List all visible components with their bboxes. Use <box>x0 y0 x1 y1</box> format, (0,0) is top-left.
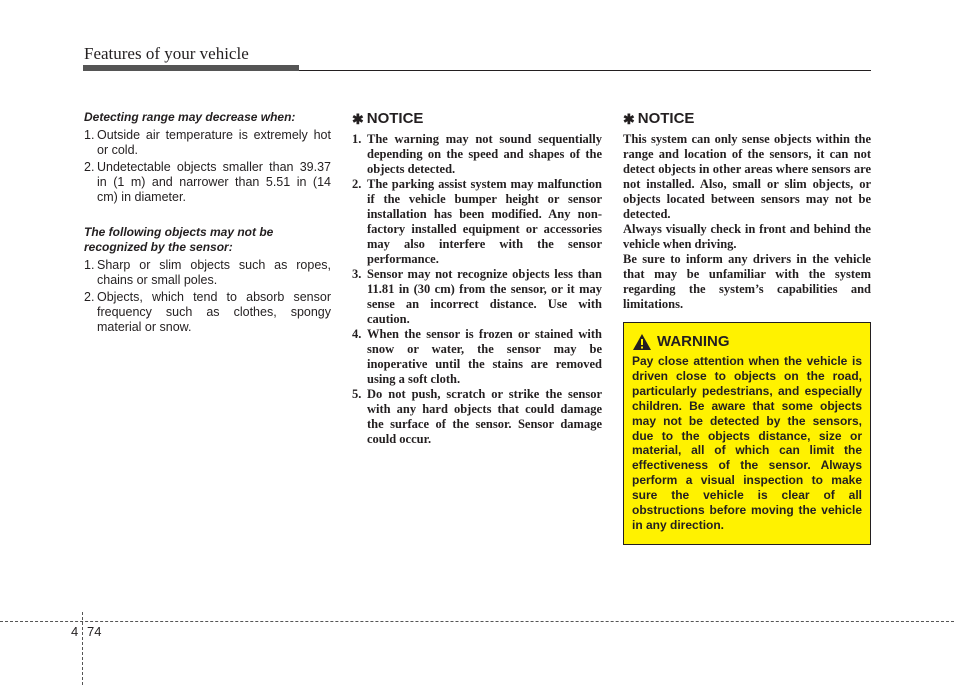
list-item <box>352 267 602 327</box>
list-item-text: Sharp or slim objects such as ropes, chains or small poles. <box>97 258 331 287</box>
list-item <box>84 160 331 205</box>
notice-paragraph: This system can only sense objects within the range and location of the sensors, it can not detect objects in other areas where sensors are not installed. Also, small or slim objects, or objects located between sensors may not be detected. <box>623 132 871 221</box>
right-notice-column <box>623 110 871 312</box>
warning-title: WARNING <box>657 333 730 350</box>
unrecognized-objects-list <box>84 258 331 335</box>
list-item <box>84 128 331 158</box>
list-item <box>84 290 331 335</box>
list-item-text: Outside air temperature is extremely hot or cold. <box>97 128 331 157</box>
warning-triangle-icon <box>632 333 652 351</box>
list-item <box>84 258 331 288</box>
header-accent-bar <box>83 65 299 71</box>
warning-text: Pay close attention when the vehicle is driven close to objects on the road, particularly pedestrians, and especially children. Be aware that some objects may not be detected by the sensors, due to the objects distance, size or material, all of which can limit the effectiveness of the sensor. Always perform a visual inspection to make sure the vehicle is clear of all obstructions before moving the vehicle in any direction. <box>632 354 862 532</box>
list-item-text: Undetectable objects smaller than 39.37 in (1 m) and narrower than 5.51 in (14 cm) in diameter. <box>97 160 331 204</box>
list-item-text: The parking assist system may malfunction if the vehicle bumper height or sensor installation has been modified. Any non-factory installed equipment or accessories may also interfere with the sensor performance. <box>367 177 602 266</box>
list-item-number: 3. <box>352 267 362 281</box>
notice-paragraph: Always visually check in front and behind the vehicle when driving. <box>623 222 871 251</box>
page-number: 74 <box>87 624 102 639</box>
list-item-number: 1. <box>84 128 95 142</box>
middle-notice-column <box>352 110 602 447</box>
footer-divider <box>82 612 83 685</box>
list-item-number: 5. <box>352 387 362 401</box>
page-section-title: Features of your vehicle <box>84 44 249 63</box>
list-item-text: The warning may not sound sequentially depending on the speed and shapes of the objects detected. <box>367 132 602 176</box>
list-item <box>352 327 602 387</box>
warning-box <box>623 322 871 545</box>
warning-heading <box>632 333 862 351</box>
list-item-number: 1. <box>84 258 95 272</box>
detecting-range-list <box>84 128 331 205</box>
notice-title: NOTICE <box>366 110 424 127</box>
header-rule <box>299 70 871 71</box>
list-item-text: Sensor may not recognize objects less than 11.81 in (30 cm) from the sensor, or it may sense an incorrect distance. Use with caution. <box>367 267 602 326</box>
list-item <box>352 177 602 267</box>
list-item-text: When the sensor is frozen or stained with snow or water, the sensor may be inoperative until the stains are removed using a soft cloth. <box>367 327 602 386</box>
notice-title: NOTICE <box>637 110 695 127</box>
list-item-number: 2. <box>352 177 362 191</box>
notice-star-icon: ✱ <box>623 111 635 127</box>
notice-heading <box>352 110 602 128</box>
list-item-text: Objects, which tend to absorb sensor frequency such as clothes, spongy material or snow. <box>97 290 331 334</box>
detecting-range-heading: Detecting range may decrease when: <box>84 110 296 124</box>
list-item-number: 2. <box>84 290 95 304</box>
notice-paragraph: Be sure to inform any drivers in the vehicle that may be unfamiliar with the system regarding the system’s capabilities and limitations. <box>623 252 871 311</box>
unrecognized-objects-heading: The following objects may not be recognized by the sensor: <box>84 225 274 254</box>
list-item-number: 4. <box>352 327 362 341</box>
footer-rule <box>0 621 954 622</box>
chapter-number: 4 <box>71 624 79 639</box>
list-item-number: 2. <box>84 160 95 174</box>
notice-heading <box>623 110 871 128</box>
list-item-number: 1. <box>352 132 362 146</box>
notice-list <box>352 132 602 447</box>
list-item <box>352 132 602 177</box>
list-item-text: Do not push, scratch or strike the sensor with any hard objects that could damage the surface of the sensor. Sensor damage could occur. <box>367 387 602 446</box>
notice-star-icon: ✱ <box>352 111 364 127</box>
left-column <box>84 110 331 337</box>
list-item <box>352 387 602 447</box>
